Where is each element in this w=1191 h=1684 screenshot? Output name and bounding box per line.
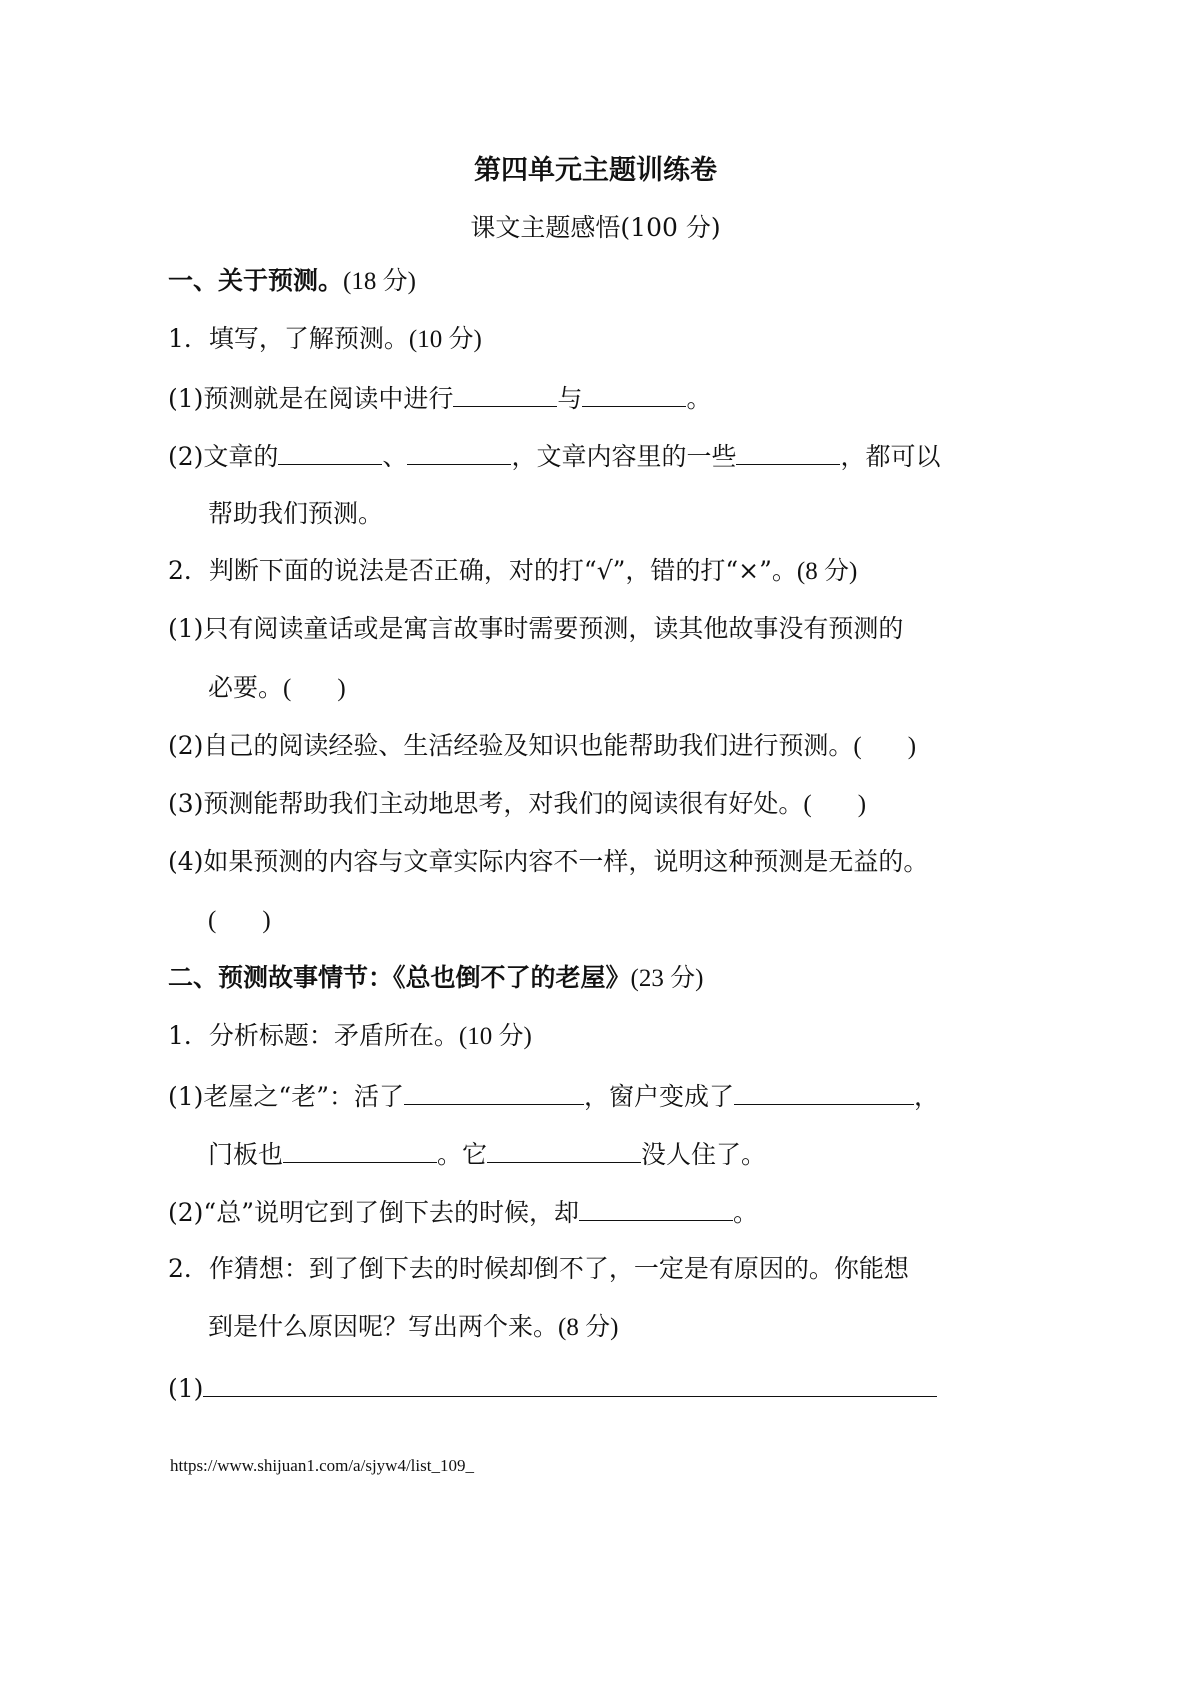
page-title: 第四单元主题训练卷 xyxy=(474,155,717,186)
item-text: ，窗户变成了 xyxy=(583,1082,734,1111)
answer-blank[interactable] xyxy=(404,1080,584,1105)
question-2-1-label: 1．分析标题：矛盾所在。 xyxy=(168,1021,459,1050)
item-text: (1)老屋之“老”：活了 xyxy=(168,1082,404,1111)
question-2-2: 2．作猜想：到了倒下去的时候却倒不了，一定是有原因的。你能想 xyxy=(168,1254,909,1283)
answer-blank[interactable] xyxy=(487,1138,641,1163)
section-2-points: (23 分) xyxy=(630,965,704,992)
question-1-2-label: 2．判断下面的说法是否正确，对的打“√”，错的打“×”。 xyxy=(168,556,797,585)
question-2-2-points: (8 分) xyxy=(558,1314,619,1341)
item-text: 必要。 xyxy=(208,673,284,702)
question-2-2-cont xyxy=(208,1312,618,1343)
section-1-points: (18 分) xyxy=(343,268,416,295)
item-text: (1)预测就是在阅读中进行 xyxy=(168,384,454,413)
item-text: 门板也 xyxy=(208,1140,284,1169)
answer-parentheses[interactable]: ( ) xyxy=(853,733,917,760)
item-text: 。它 xyxy=(437,1140,488,1169)
question-1-2-item-1: (1)只有阅读童话或是寓言故事时需要预测，读其他故事没有预测的 xyxy=(168,614,904,643)
question-1-1-item-2 xyxy=(168,440,940,472)
item-text: (3)预测能帮助我们主动地思考，对我们的阅读很有好处。 xyxy=(168,789,804,818)
section-1-heading xyxy=(168,266,416,297)
item-text: 与 xyxy=(557,384,583,413)
section-1-title: 一、关于预测。 xyxy=(168,266,344,295)
answer-parentheses[interactable]: ( ) xyxy=(208,907,271,934)
item-text: 没人住了。 xyxy=(641,1140,767,1169)
answer-parentheses[interactable]: ( ) xyxy=(283,675,346,702)
item-text: ，文章内容里的一些 xyxy=(511,442,737,471)
question-2-2-item-1 xyxy=(168,1372,937,1404)
question-1-2-item-3 xyxy=(168,789,866,820)
answer-blank[interactable] xyxy=(453,382,557,407)
item-text: 到是什么原因呢？写出两个来。 xyxy=(208,1312,559,1341)
question-1-1 xyxy=(168,324,482,355)
question-1-2 xyxy=(168,556,857,587)
section-2-title: 二、预测故事情节：《总也倒不了的老屋》 xyxy=(168,963,631,992)
question-1-2-item-1-cont xyxy=(208,673,346,704)
question-1-1-item-2-cont: 帮助我们预测。 xyxy=(208,499,384,528)
question-1-2-item-2 xyxy=(168,731,916,762)
answer-blank[interactable] xyxy=(736,440,840,465)
question-1-1-item-1 xyxy=(168,382,711,414)
question-1-2-points: (8 分) xyxy=(796,558,858,585)
question-1-1-label: 1．填写，了解预测。 xyxy=(168,324,409,353)
question-1-2-item-4: (4)如果预测的内容与文章实际内容不一样，说明这种预测是无益的。 xyxy=(168,847,929,876)
question-2-1-item-1 xyxy=(168,1080,939,1112)
answer-line[interactable] xyxy=(203,1372,937,1397)
question-2-1-points: (10 分) xyxy=(458,1023,532,1050)
section-2-heading xyxy=(168,963,703,994)
footer-url: https://www.shijuan1.com/a/sjyw4/list_109_ xyxy=(170,1456,474,1475)
answer-blank[interactable] xyxy=(278,440,382,465)
page-subtitle: 课文主题感悟(100 分) xyxy=(470,213,721,242)
answer-blank[interactable] xyxy=(734,1080,914,1105)
item-text: (2)文章的 xyxy=(168,442,279,471)
answer-blank[interactable] xyxy=(582,382,686,407)
answer-parentheses[interactable]: ( ) xyxy=(803,791,867,818)
item-text: (2)“总”说明它到了倒下去的时候，却 xyxy=(168,1198,579,1227)
question-2-1-item-1-cont xyxy=(208,1138,766,1170)
item-text: ， xyxy=(914,1082,940,1111)
item-text: (1) xyxy=(168,1374,204,1403)
question-1-2-item-4-cont xyxy=(208,905,271,936)
question-2-1 xyxy=(168,1021,532,1052)
item-text: 、 xyxy=(382,442,408,471)
item-text: (2)自己的阅读经验、生活经验及知识也能帮助我们进行预测。 xyxy=(168,731,854,760)
item-text: 。 xyxy=(732,1198,758,1227)
question-2-1-item-2 xyxy=(168,1196,758,1228)
answer-blank[interactable] xyxy=(283,1138,437,1163)
item-text: ，都可以 xyxy=(840,442,941,471)
answer-blank[interactable] xyxy=(407,440,511,465)
question-1-1-points: (10 分) xyxy=(408,326,482,353)
answer-blank[interactable] xyxy=(579,1196,733,1221)
item-text: 。 xyxy=(686,384,712,413)
